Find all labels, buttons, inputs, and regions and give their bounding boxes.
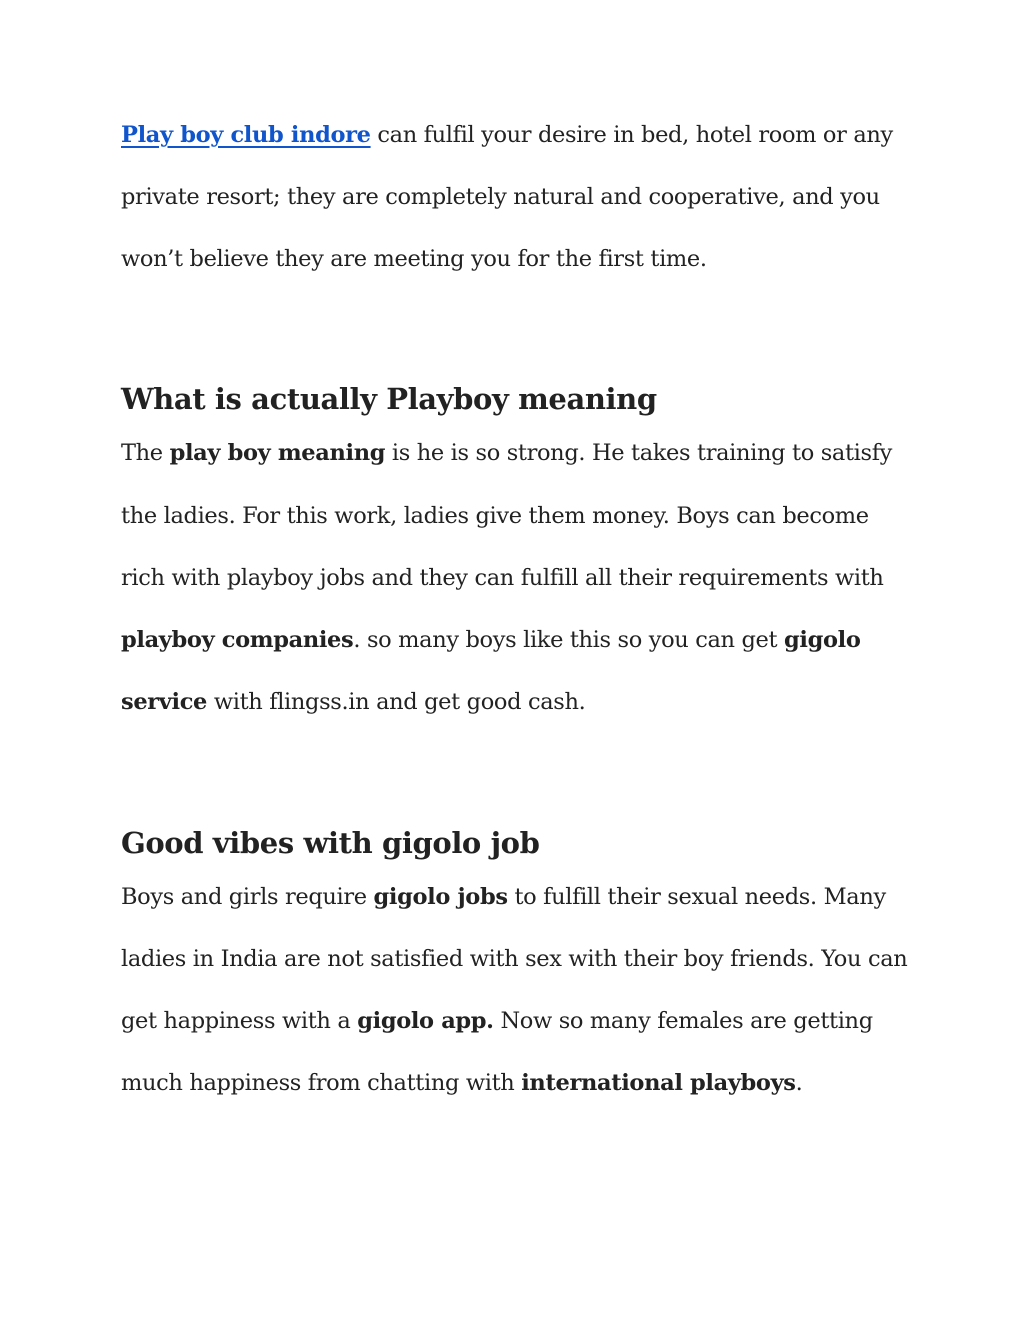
section2-line-3	[121, 1006, 873, 1036]
section1-line-1	[121, 438, 892, 468]
section1-line-5	[121, 687, 585, 717]
section1-line-2: the ladies. For this work, ladies give them money. Boys can become	[121, 503, 869, 529]
section1-line-5-b: with flingss.in and get good cash.	[207, 689, 586, 715]
section1-line-4	[121, 625, 860, 655]
bold-service: service	[121, 689, 208, 715]
section2-line-2: ladies in India are not satisfied with sex with their boy friends. You can	[121, 946, 908, 972]
bold-play-boy-meaning: play boy meaning	[169, 440, 386, 466]
bold-gigolo: gigolo	[784, 627, 861, 653]
section-heading-gigolo-job: Good vibes with gigolo job	[121, 826, 540, 860]
bold-international-playboys: international playboys	[521, 1070, 796, 1096]
section2-line-4-a: much happiness from chatting with	[121, 1070, 522, 1096]
play-boy-club-indore-link[interactable]: Play boy club indore	[121, 122, 371, 148]
intro-line-2: private resort; they are completely natural and cooperative, and you	[121, 184, 880, 210]
intro-line-3: won’t believe they are meeting you for the first time.	[121, 246, 707, 272]
section2-line-3-c: Now so many females are getting	[493, 1008, 873, 1034]
intro-line-1-text: can fulfil your desire in bed, hotel room or any	[370, 122, 893, 148]
bold-gigolo-jobs: gigolo jobs	[373, 884, 508, 910]
section2-line-4-c: .	[795, 1070, 803, 1096]
section1-line-3: rich with playboy jobs and they can fulfill all their requirements with	[121, 565, 884, 591]
intro-line-1	[121, 120, 893, 150]
bold-gigolo-app: gigolo app.	[357, 1008, 494, 1034]
section-heading-playboy-meaning: What is actually Playboy meaning	[121, 382, 657, 416]
section1-line-1-a: The	[121, 440, 170, 466]
bold-playboy-companies: playboy companies	[121, 627, 354, 653]
section2-line-3-a: get happiness with a	[121, 1008, 358, 1034]
section2-line-1	[121, 882, 886, 912]
section2-line-4	[121, 1068, 802, 1098]
section1-line-4-b: . so many boys like this so you can get	[353, 627, 784, 653]
section1-line-1-c: is he is so strong. He takes training to satisfy	[385, 440, 893, 466]
section2-line-1-a: Boys and girls require	[121, 884, 374, 910]
section2-line-1-c: to fulfill their sexual needs. Many	[507, 884, 886, 910]
